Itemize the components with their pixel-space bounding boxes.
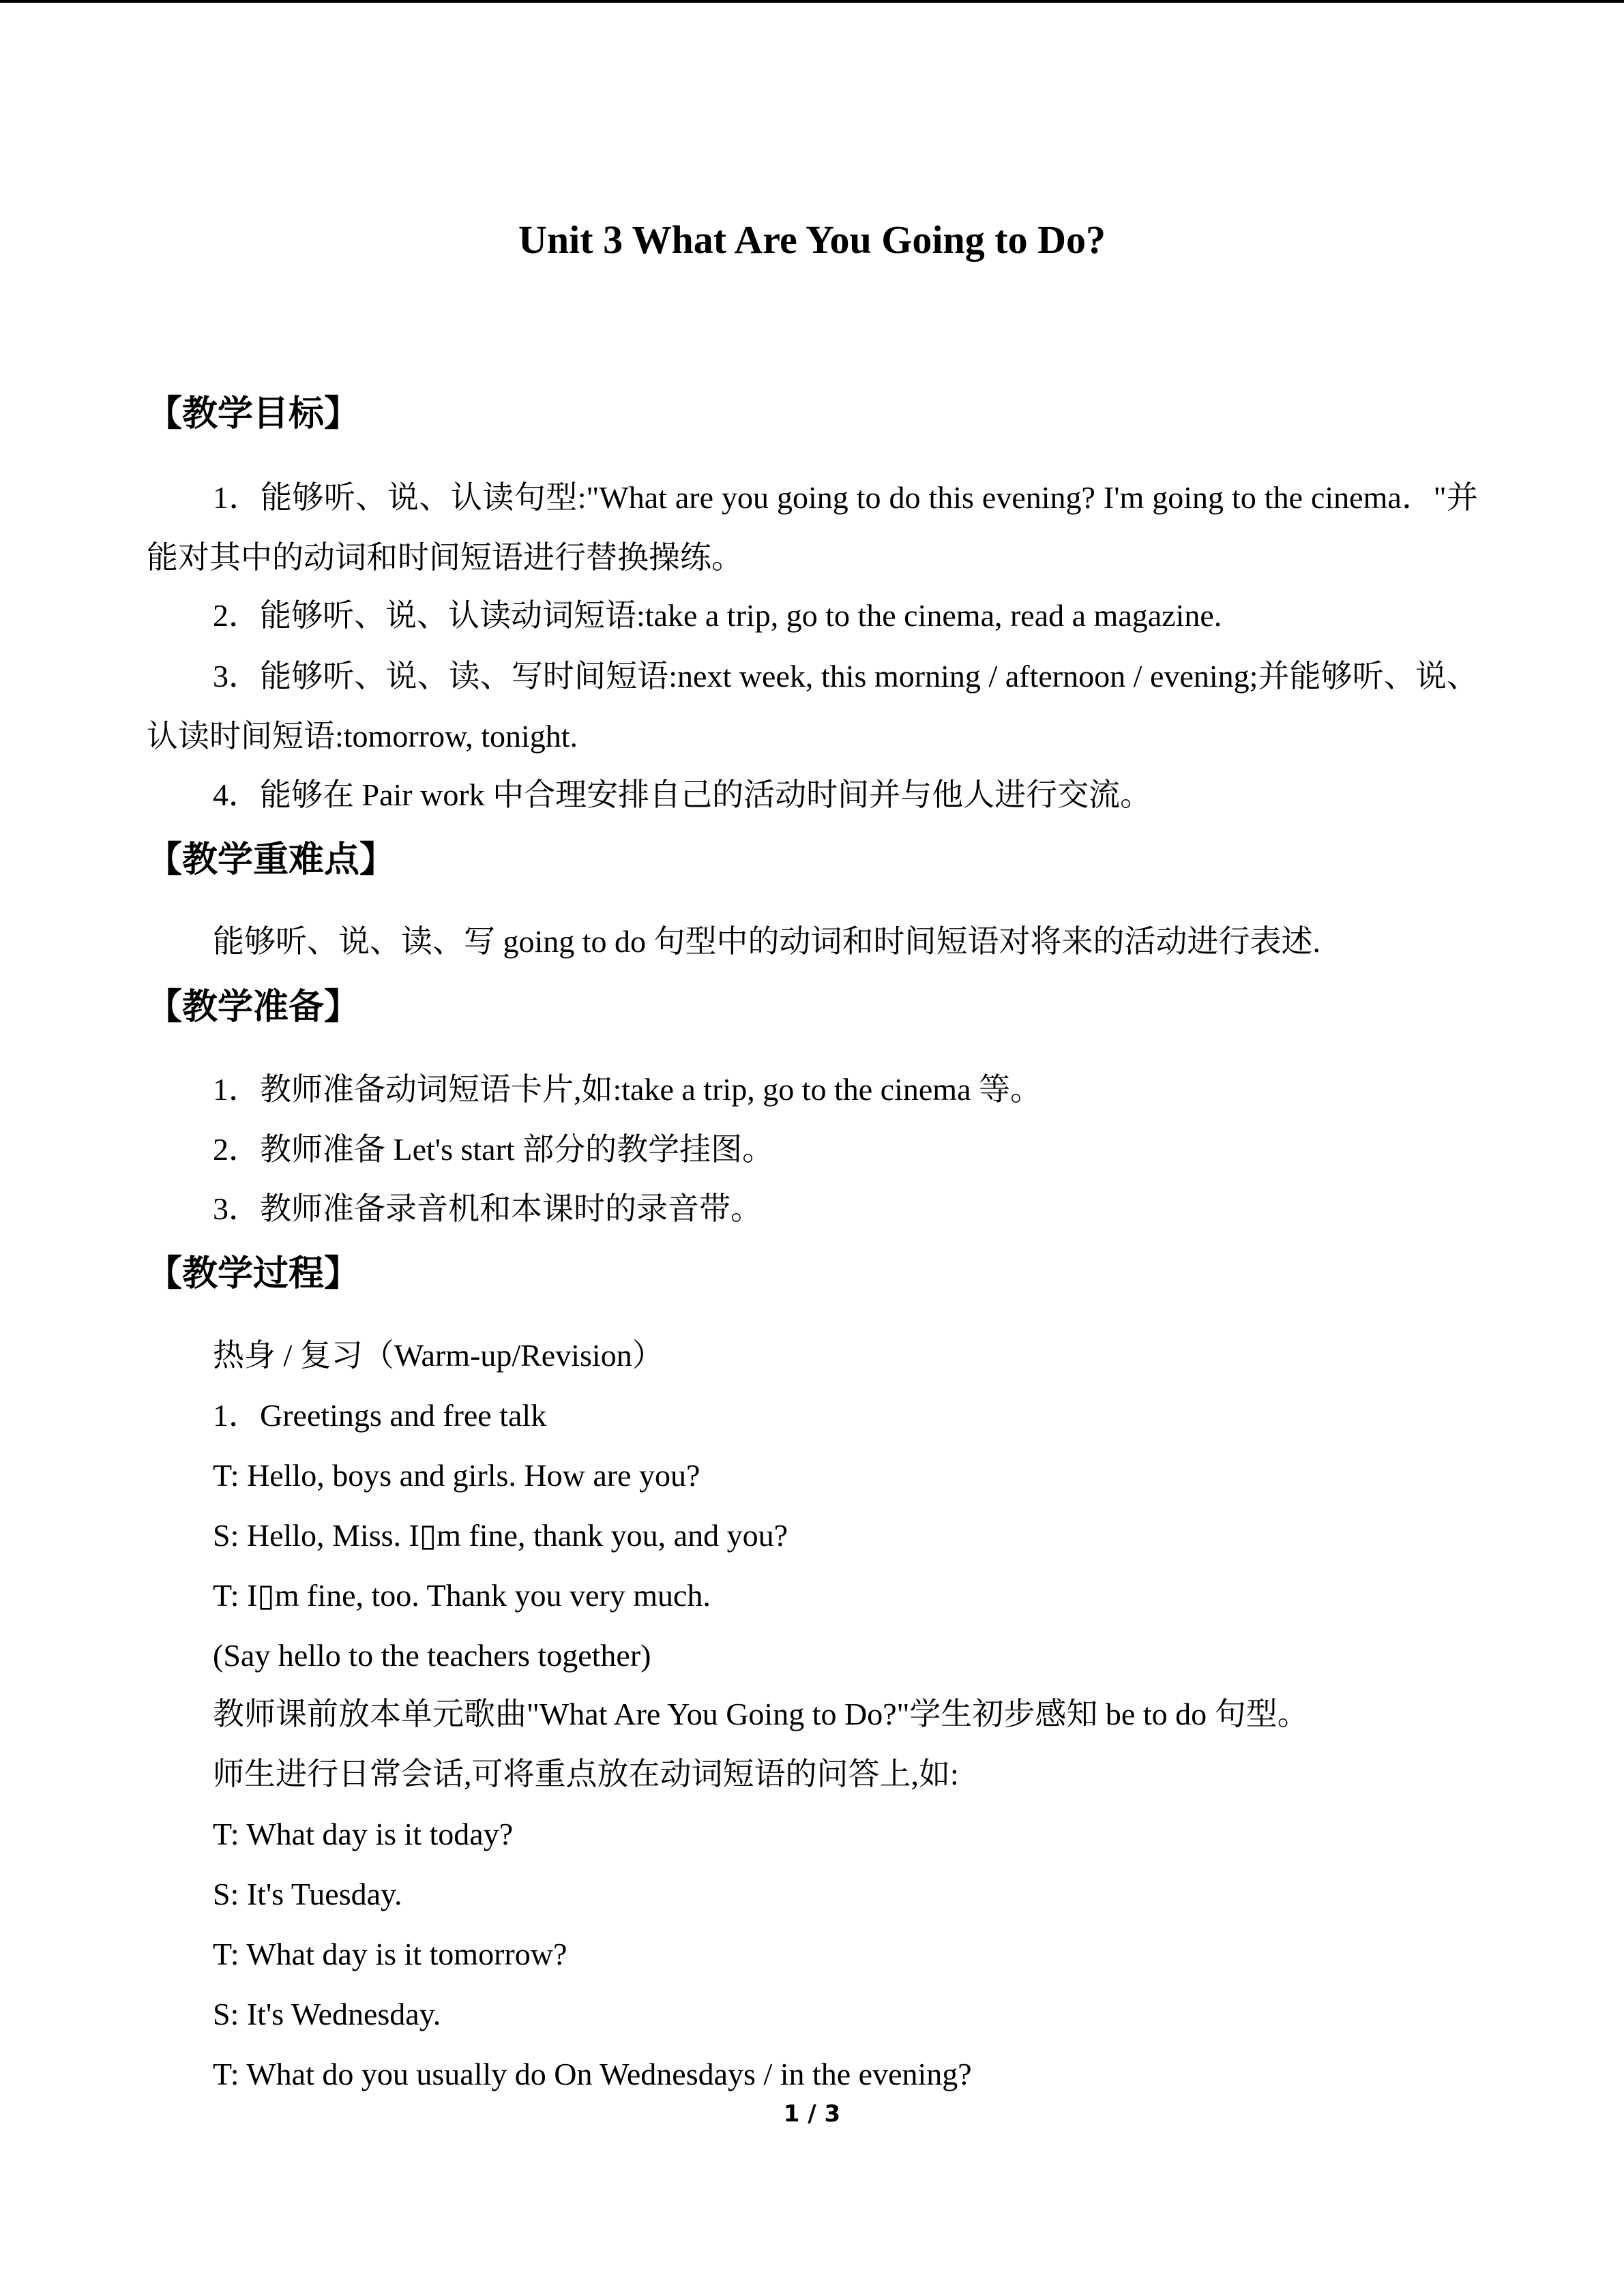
heading-key-points: 【教学重难点】 xyxy=(147,839,396,880)
preparation-item-1: 1．教师准备动词短语卡片,如:take a trip, go to the cinema 等。 xyxy=(213,1072,1042,1107)
top-border-rule xyxy=(0,0,1624,3)
heading-preparation: 【教学准备】 xyxy=(147,987,360,1028)
process-line: (Say hello to the teachers together) xyxy=(213,1638,651,1673)
heading-objectives: 【教学目标】 xyxy=(147,393,360,434)
preparation-item-3: 3．教师准备录音机和本课时的录音带。 xyxy=(213,1191,762,1226)
document-title: Unit 3 What Are You Going to Do? xyxy=(518,218,1106,262)
process-line: 师生进行日常会话,可将重点放在动词短语的问答上,如: xyxy=(213,1757,959,1791)
process-line: T: What day is it today? xyxy=(213,1817,514,1851)
process-line: 热身 / 复习（Warm-up/Revision） xyxy=(213,1338,664,1373)
process-line: T: What do you usually do On Wednesdays / in the evening? xyxy=(213,2057,972,2091)
heading-process: 【教学过程】 xyxy=(147,1253,360,1294)
key-points-text: 能够听、说、读、写 going to do 句型中的动词和时间短语对将来的活动进行表述. xyxy=(213,924,1321,959)
process-line: T: I▯m fine, too. Thank you very much. xyxy=(213,1578,711,1613)
objective-item-4: 4．能够在 Pair work 中合理安排自己的活动时间并与他人进行交流。 xyxy=(213,777,1152,812)
objective-item-1: 1．能够听、说、认读句型:"What are you going to do this evening? I'm going to the cinema．"并能对其中的动词和时间短语进行替换操练。 xyxy=(147,480,1478,575)
objective-item-2: 2．能够听、说、认读动词短语:take a trip, go to the cinema, read a magazine. xyxy=(213,598,1222,633)
preparation-item-2: 2．教师准备 Let's start 部分的教学挂图。 xyxy=(213,1132,774,1167)
process-line: S: Hello, Miss. I▯m fine, thank you, and you? xyxy=(213,1518,788,1553)
process-line: T: What day is it tomorrow? xyxy=(213,1937,567,1971)
process-line: T: Hello, boys and girls. How are you? xyxy=(213,1458,700,1493)
process-line: S: It's Wednesday. xyxy=(213,1997,441,2031)
objective-item-3: 3．能够听、说、读、写时间短语:next week, this morning / afternoon / evening;并能够听、说、认读时间短语:tomorrow, tonight. xyxy=(147,659,1478,754)
page-number: 1 / 3 xyxy=(783,2100,841,2128)
process-line: S: It's Tuesday. xyxy=(213,1877,402,1911)
process-line: 1．Greetings and free talk xyxy=(213,1398,547,1433)
process-line: 教师课前放本单元歌曲"What Are You Going to Do?"学生初步感知 be to do 句型。 xyxy=(213,1697,1309,1731)
